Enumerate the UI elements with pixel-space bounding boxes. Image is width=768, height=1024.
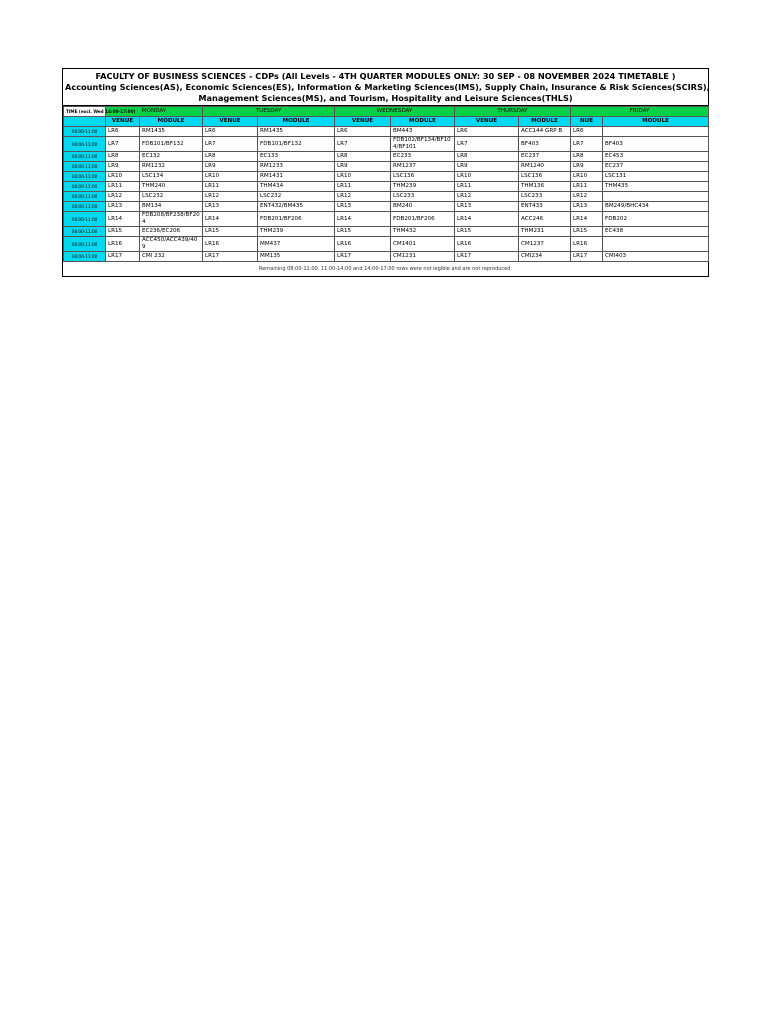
module-cell: CMI403 — [603, 252, 709, 262]
module-header: MODULE — [258, 117, 335, 127]
venue-cell: LR13 — [203, 202, 258, 212]
venue-header: NUE — [571, 117, 603, 127]
venue-cell: LR17 — [203, 252, 258, 262]
module-header: MODULE — [140, 117, 203, 127]
time-cell: 08:00-11:00 — [64, 252, 106, 262]
venue-cell: LR17 — [335, 252, 391, 262]
module-cell: THM239 — [391, 182, 455, 192]
venue-cell: LR16 — [455, 237, 519, 252]
module-cell — [603, 237, 709, 252]
module-cell: RM1240 — [519, 162, 571, 172]
module-cell: THM136 — [519, 182, 571, 192]
venue-cell: LR7 — [455, 137, 519, 152]
module-cell: FDB101/BF132 — [140, 137, 203, 152]
venue-cell: LR7 — [571, 137, 603, 152]
module-cell: FDB201/BF206 — [391, 212, 455, 227]
time-cell: 08:00-11:00 — [64, 162, 106, 172]
timetable-grid — [63, 106, 709, 262]
timetable-row — [64, 137, 709, 152]
time-cell: 08:00-11:00 — [64, 237, 106, 252]
module-cell: EC133 — [258, 152, 335, 162]
module-cell: BM249/BHC434 — [603, 202, 709, 212]
module-cell — [603, 192, 709, 202]
venue-cell: LR10 — [203, 172, 258, 182]
module-header: MODULE — [603, 117, 709, 127]
module-cell: CM1231 — [391, 252, 455, 262]
venue-cell: LR10 — [335, 172, 391, 182]
venue-cell: LR14 — [106, 212, 140, 227]
module-cell: CM1237 — [519, 237, 571, 252]
module-cell: THM239 — [258, 227, 335, 237]
module-cell: FDB208/BF238/BF204 — [140, 212, 203, 227]
time-cell: 08:00-11:00 — [64, 137, 106, 152]
time-cell: 08:00-11:00 — [64, 192, 106, 202]
day-header-tuesday: TUESDAY — [203, 107, 335, 117]
timetable-row — [64, 212, 709, 227]
venue-cell: LR13 — [335, 202, 391, 212]
time-cell: 08:00-11:00 — [64, 227, 106, 237]
venue-cell: LR13 — [455, 202, 519, 212]
time-cell: 08:00-11:00 — [64, 172, 106, 182]
venue-header: VENUE — [455, 117, 519, 127]
venue-cell: LR15 — [203, 227, 258, 237]
module-cell: ACC450/ACC439/409 — [140, 237, 203, 252]
module-cell: RM1237 — [391, 162, 455, 172]
timetable-row — [64, 202, 709, 212]
day-header-monday: MONDAY — [106, 107, 203, 117]
venue-cell: LR7 — [335, 137, 391, 152]
module-cell: BF403 — [603, 137, 709, 152]
module-cell: CM1401 — [391, 237, 455, 252]
venue-cell: LR16 — [335, 237, 391, 252]
venue-cell: LR10 — [106, 172, 140, 182]
timetable-row — [64, 172, 709, 182]
module-cell: FDB101/BF132 — [258, 137, 335, 152]
module-cell: BM134 — [140, 202, 203, 212]
venue-cell: LR9 — [203, 162, 258, 172]
venue-cell: LR6 — [203, 127, 258, 137]
venue-cell: LR12 — [203, 192, 258, 202]
module-cell: LSC136 — [519, 172, 571, 182]
module-cell — [603, 127, 709, 137]
venue-cell: LR13 — [571, 202, 603, 212]
module-header: MODULE — [519, 117, 571, 127]
venue-cell: LR17 — [455, 252, 519, 262]
venue-cell: LR15 — [335, 227, 391, 237]
venue-header: VENUE — [335, 117, 391, 127]
venue-cell: LR6 — [571, 127, 603, 137]
module-cell: LSC232 — [258, 192, 335, 202]
day-header-wednesday: WEDNESDAY — [335, 107, 455, 117]
module-cell: THM240 — [140, 182, 203, 192]
venue-cell: LR6 — [106, 127, 140, 137]
day-header-thursday: THURSDAY — [455, 107, 571, 117]
timetable-row — [64, 162, 709, 172]
venue-header: VENUE — [203, 117, 258, 127]
module-cell: MM135 — [258, 252, 335, 262]
module-cell: BM443 — [391, 127, 455, 137]
module-cell: THM231 — [519, 227, 571, 237]
venue-cell: LR12 — [106, 192, 140, 202]
time-header: TIME (excl. Wed 14:00-17:00) — [64, 107, 106, 117]
module-cell: LSC233 — [391, 192, 455, 202]
title-line-1: FACULTY OF BUSINESS SCIENCES - CDPs (All Levels - 4TH QUARTER MODULES ONLY: 30 SEP - 08 NOVEMBER 2024 TIMETABLE ) — [95, 71, 676, 81]
omitted-rows-note: Remaining 08:00-11:00, 11:00-14:00 and 14:00-17:00 rows were not legible and are not reproduced. — [258, 266, 513, 272]
venue-cell: LR11 — [106, 182, 140, 192]
module-cell: RM1435 — [140, 127, 203, 137]
venue-cell: LR16 — [571, 237, 603, 252]
module-cell: ENT432/BM435 — [258, 202, 335, 212]
venue-cell: LR9 — [571, 162, 603, 172]
timetable-row — [64, 227, 709, 237]
module-cell: LSC134 — [140, 172, 203, 182]
venue-module-header-spacer — [64, 117, 106, 127]
venue-cell: LR14 — [571, 212, 603, 227]
venue-cell: LR14 — [335, 212, 391, 227]
venue-cell: LR8 — [571, 152, 603, 162]
module-cell: EC438 — [603, 227, 709, 237]
timetable-row — [64, 152, 709, 162]
venue-cell: LR11 — [335, 182, 391, 192]
module-cell: EC132 — [140, 152, 203, 162]
venue-cell: LR17 — [106, 252, 140, 262]
timetable-page — [62, 68, 709, 277]
venue-cell: LR17 — [571, 252, 603, 262]
title-line-2: Accounting Sciences(AS), Economic Sciences(ES), Information & Marketing Sciences(IMS), Supply Chain, Insurance & Risk Sciences(SCIRS), — [65, 82, 710, 92]
module-cell: EC233 — [391, 152, 455, 162]
module-cell: ACC246 — [519, 212, 571, 227]
venue-cell: LR15 — [455, 227, 519, 237]
module-cell: FDB102/BF134/BF104/BF101 — [391, 137, 455, 152]
venue-cell: LR15 — [571, 227, 603, 237]
module-cell: FDB201/BF206 — [258, 212, 335, 227]
venue-cell: LR11 — [203, 182, 258, 192]
venue-cell: LR16 — [106, 237, 140, 252]
venue-cell: LR9 — [106, 162, 140, 172]
module-cell: CMI234 — [519, 252, 571, 262]
module-cell: RM1435 — [258, 127, 335, 137]
module-cell: THM435 — [603, 182, 709, 192]
module-cell: EC237 — [519, 152, 571, 162]
module-cell: EC453 — [603, 152, 709, 162]
venue-cell: LR8 — [203, 152, 258, 162]
module-cell: LSC136 — [391, 172, 455, 182]
venue-cell: LR12 — [335, 192, 391, 202]
time-cell: 08:00-11:00 — [64, 182, 106, 192]
timetable-title — [63, 69, 708, 106]
module-cell: ENT433 — [519, 202, 571, 212]
module-cell: BM240 — [391, 202, 455, 212]
module-cell: LSC232 — [140, 192, 203, 202]
venue-cell: LR10 — [455, 172, 519, 182]
venue-cell: LR8 — [455, 152, 519, 162]
venue-cell: LR8 — [335, 152, 391, 162]
venue-cell: LR9 — [335, 162, 391, 172]
time-cell: 08:00-11:00 — [64, 202, 106, 212]
module-cell: RM1233 — [258, 162, 335, 172]
module-cell: THM434 — [258, 182, 335, 192]
timetable-row — [64, 252, 709, 262]
module-cell: ACC144 GRP B — [519, 127, 571, 137]
timetable-row — [64, 237, 709, 252]
module-cell: EC236/EC206 — [140, 227, 203, 237]
venue-cell: LR16 — [203, 237, 258, 252]
title-line-3: Management Sciences(MS), and Tourism, Hospitality and Leisure Sciences(THLS) — [198, 93, 573, 103]
venue-cell: LR8 — [106, 152, 140, 162]
module-cell: LSC131 — [603, 172, 709, 182]
module-cell: FDB202 — [603, 212, 709, 227]
module-cell: MM437 — [258, 237, 335, 252]
venue-cell: LR12 — [455, 192, 519, 202]
time-cell: 08:00-11:00 — [64, 152, 106, 162]
timetable-row — [64, 182, 709, 192]
venue-cell: LR6 — [335, 127, 391, 137]
day-header-friday: FRIDAY — [571, 107, 709, 117]
venue-cell: LR9 — [455, 162, 519, 172]
venue-cell: LR11 — [455, 182, 519, 192]
module-cell: EC237 — [603, 162, 709, 172]
module-cell: LSC233 — [519, 192, 571, 202]
module-cell: THM432 — [391, 227, 455, 237]
module-cell: CMI 232 — [140, 252, 203, 262]
timetable-row — [64, 192, 709, 202]
venue-cell: LR10 — [571, 172, 603, 182]
venue-cell: LR11 — [571, 182, 603, 192]
module-cell: BF403 — [519, 137, 571, 152]
time-cell: 08:00-11:00 — [64, 212, 106, 227]
venue-cell: LR6 — [455, 127, 519, 137]
module-header: MODULE — [391, 117, 455, 127]
venue-cell: LR7 — [203, 137, 258, 152]
venue-cell: LR15 — [106, 227, 140, 237]
module-cell: RM1431 — [258, 172, 335, 182]
venue-header: VENUE — [106, 117, 140, 127]
timetable-row — [64, 127, 709, 137]
venue-cell: LR7 — [106, 137, 140, 152]
venue-cell: LR12 — [571, 192, 603, 202]
venue-cell: LR14 — [203, 212, 258, 227]
module-cell: RM1232 — [140, 162, 203, 172]
venue-cell: LR13 — [106, 202, 140, 212]
time-cell: 08:00-11:00 — [64, 127, 106, 137]
venue-cell: LR14 — [455, 212, 519, 227]
